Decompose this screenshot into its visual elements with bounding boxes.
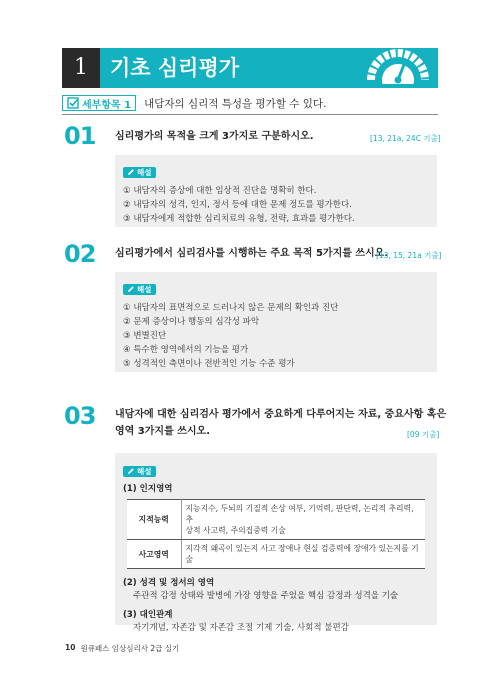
answer-item: ③ 변별진단 [123,331,167,341]
question-number: 02 [64,240,96,268]
chapter-number: 1 [62,48,100,88]
checkbox-icon [67,97,79,109]
chapter-title: 기초 심리평가 [110,56,240,80]
table-row-value [181,540,425,569]
table-row-value-line: 상적 사고력, 주의집중력 기술 [185,526,286,535]
subsection-row [62,95,326,111]
subsection-text: 내담자의 심리적 특성을 평가할 수 있다. [144,97,327,110]
answer-box [115,272,437,372]
subsection-badge-label: 세부항목 1 [82,99,132,111]
table-row-value-line: 지능지수, 두뇌의 기질적 손상 여부, 기억력, 판단력, 논리적 추리력, 추 [185,504,414,524]
question-text: 심리평가에서 심리검사를 시행하는 주요 목적 5가지를 쓰시오. [115,248,389,259]
table-row-label: 지적능력 [127,500,181,540]
answer-item: ① 내담자의 표면적으로 드러나지 않은 문제의 확인과 진단 [123,303,339,313]
answer-badge-label: 해설 [137,466,152,476]
page-number: 10 [65,643,76,652]
table-row [127,500,425,540]
section-body: 주관적 감정 상태와 발병에 가장 영향을 주었을 핵심 감정과 성격을 기술 [133,591,399,601]
answer-badge-label: 해설 [137,284,152,294]
table-row-value-line: 지각적 왜곡이 있는지 사고 장애나 현실 검증력에 장애가 있는지를 기술 [185,544,419,564]
answer-item: ① 내담자의 증상에 대한 임상적 진단을 명확히 한다. [123,186,317,196]
answer-item: ② 내담자의 성격, 인지, 정서 등에 대한 문제 정도를 평가한다. [123,200,352,210]
subsection-badge [62,95,136,111]
question-text: 심리평가의 목적을 크게 3가지로 구분하시오. [115,131,314,142]
section-heading: (2) 성격 및 정서의 영역 [123,578,215,588]
answer-badge-label: 해설 [137,167,152,177]
answer-box [115,453,437,633]
pencil-icon [127,467,135,475]
cognitive-domain-table [127,499,425,569]
page-footer [65,643,179,654]
question-text-line-1: 내담자에 대한 심리검사 평가에서 중요하게 다루어지는 자료, 중요사항 혹은 [115,409,447,420]
question-number: 01 [64,122,96,150]
book-title: 원큐패스 임상심리사 2급 실기 [80,644,180,653]
section-heading: (3) 대인관계 [123,610,173,620]
section-body: 자기개념, 자존감 및 자존감 조절 기제 기술, 사회적 불편감 [133,623,349,633]
pencil-icon [127,285,135,293]
answer-item: ② 문제 증상이나 행동의 심각성 파악 [123,317,260,327]
answer-item: ④ 특수한 영역에서의 기능을 평가 [123,345,249,355]
gauge-icon [367,40,429,84]
answer-badge [123,466,156,477]
question-number: 03 [64,402,96,430]
answer-item: ⑤ 성격적인 측면이나 전반적인 기능 수준 평가 [123,359,295,369]
question-source: [13, 15, 21a 기출] [376,251,442,260]
question-text-line-2: 영역 3가지를 쓰시오. [115,426,210,437]
question-source: [09 기출] [407,430,440,439]
answer-box [115,155,437,227]
question-source: [13, 21a, 24C 기출] [370,134,441,143]
pencil-icon [127,168,135,176]
table-row-label: 사고영역 [127,540,181,569]
answer-item: ③ 내담자에게 적합한 심리치료의 유형, 전략, 효과를 평가한다. [123,214,355,224]
table-row-value [181,500,425,540]
subsection-divider [62,114,438,115]
answer-badge [123,167,156,178]
section-heading: (1) 인지영역 [123,484,173,494]
table-row [127,540,425,569]
answer-badge [123,284,156,295]
